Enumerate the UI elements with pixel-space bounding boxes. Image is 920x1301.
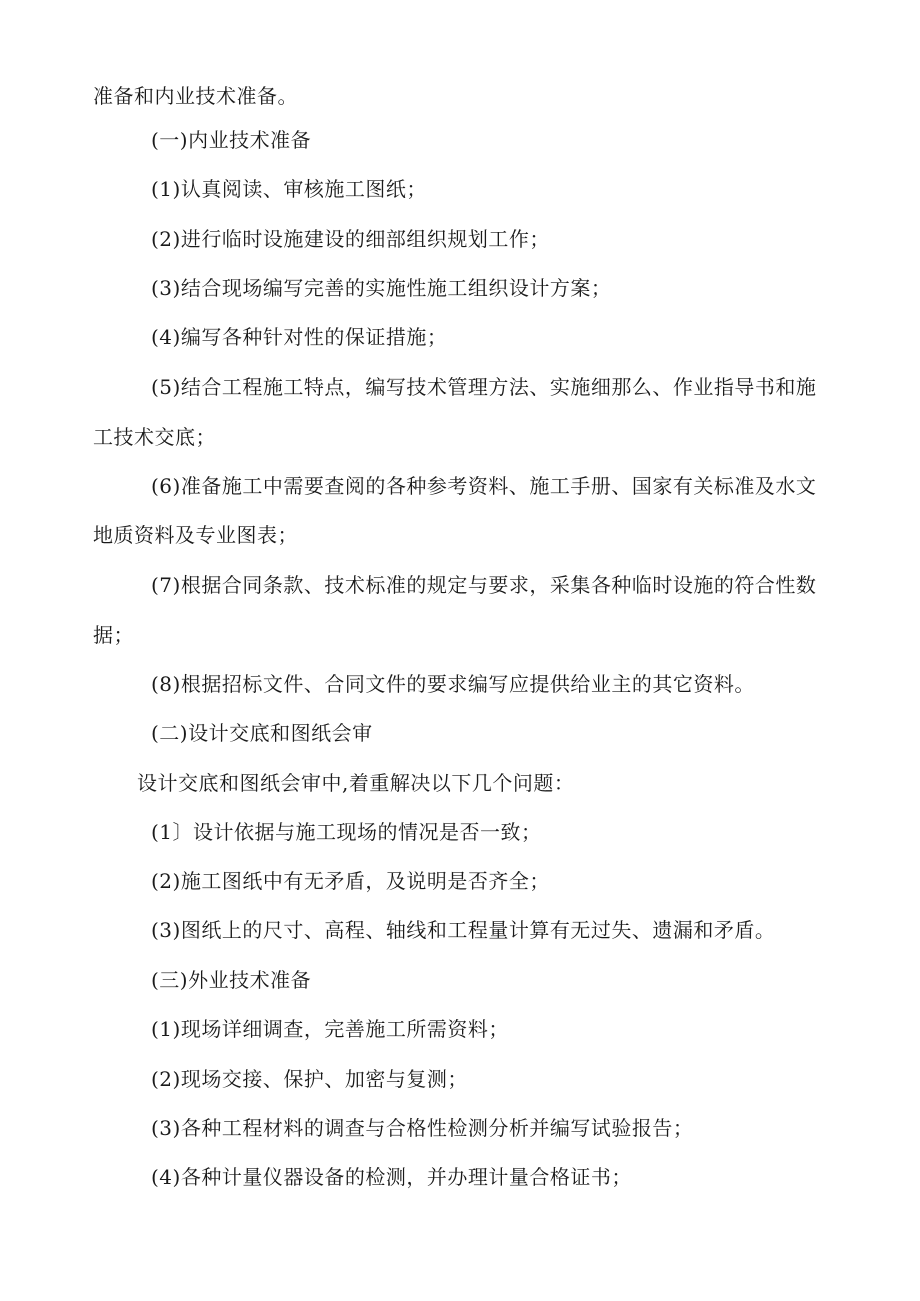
text-line: 准备和内业技术准备。 (93, 84, 298, 108)
list-item: (7)根据合同条款、技术标准的规定与要求，采集各种临时设施的符合性数 (151, 573, 817, 597)
section-heading-internal-prep: (一)内业技术准备 (151, 128, 312, 152)
list-item: (8)根据招标文件、合同文件的要求编写应提供给业主的其它资料。 (151, 672, 755, 696)
list-item: (4)编写各种针对性的保证措施； (151, 325, 448, 349)
list-item: (2)进行临时设施建设的细部组织规划工作； (151, 227, 550, 251)
list-item: (1)现场详细调查，完善施工所需资料； (151, 1017, 509, 1041)
list-item: (4)各种计量仪器设备的检测，并办理计量合格证书； (151, 1165, 632, 1189)
list-item: (6)准备施工中需要查阅的各种参考资料、施工手册、国家有关标准及水文 (151, 474, 817, 498)
list-item-continuation: 据； (93, 623, 134, 647)
section-heading-design-review: (二)设计交底和图纸会审 (151, 721, 373, 745)
list-item-continuation: 地质资料及专业图表； (93, 523, 298, 547)
list-item: (5)结合工程施工特点，编写技术管理方法、实施细那么、作业指导书和施 (151, 375, 817, 399)
list-item-continuation: 工技术交底； (93, 425, 216, 449)
section-heading-external-prep: (三)外业技术准备 (151, 968, 312, 992)
list-item: (2)现场交接、保护、加密与复测； (151, 1067, 468, 1091)
list-item: (1〕设计依据与施工现场的情况是否一致； (151, 820, 542, 844)
list-item: (3)图纸上的尺寸、高程、轴线和工程量计算有无过失、遗漏和矛盾。 (151, 918, 776, 942)
paragraph: 设计交底和图纸会审中,着重解决以下几个问题： (137, 771, 575, 795)
list-item: (2)施工图纸中有无矛盾，及说明是否齐全； (151, 869, 550, 893)
list-item: (3)各种工程材料的调查与合格性检测分析并编写试验报告； (151, 1116, 694, 1140)
list-item: (3)结合现场编写完善的实施性施工组织设计方案； (151, 276, 612, 300)
list-item: (1)认真阅读、审核施工图纸； (151, 177, 427, 201)
